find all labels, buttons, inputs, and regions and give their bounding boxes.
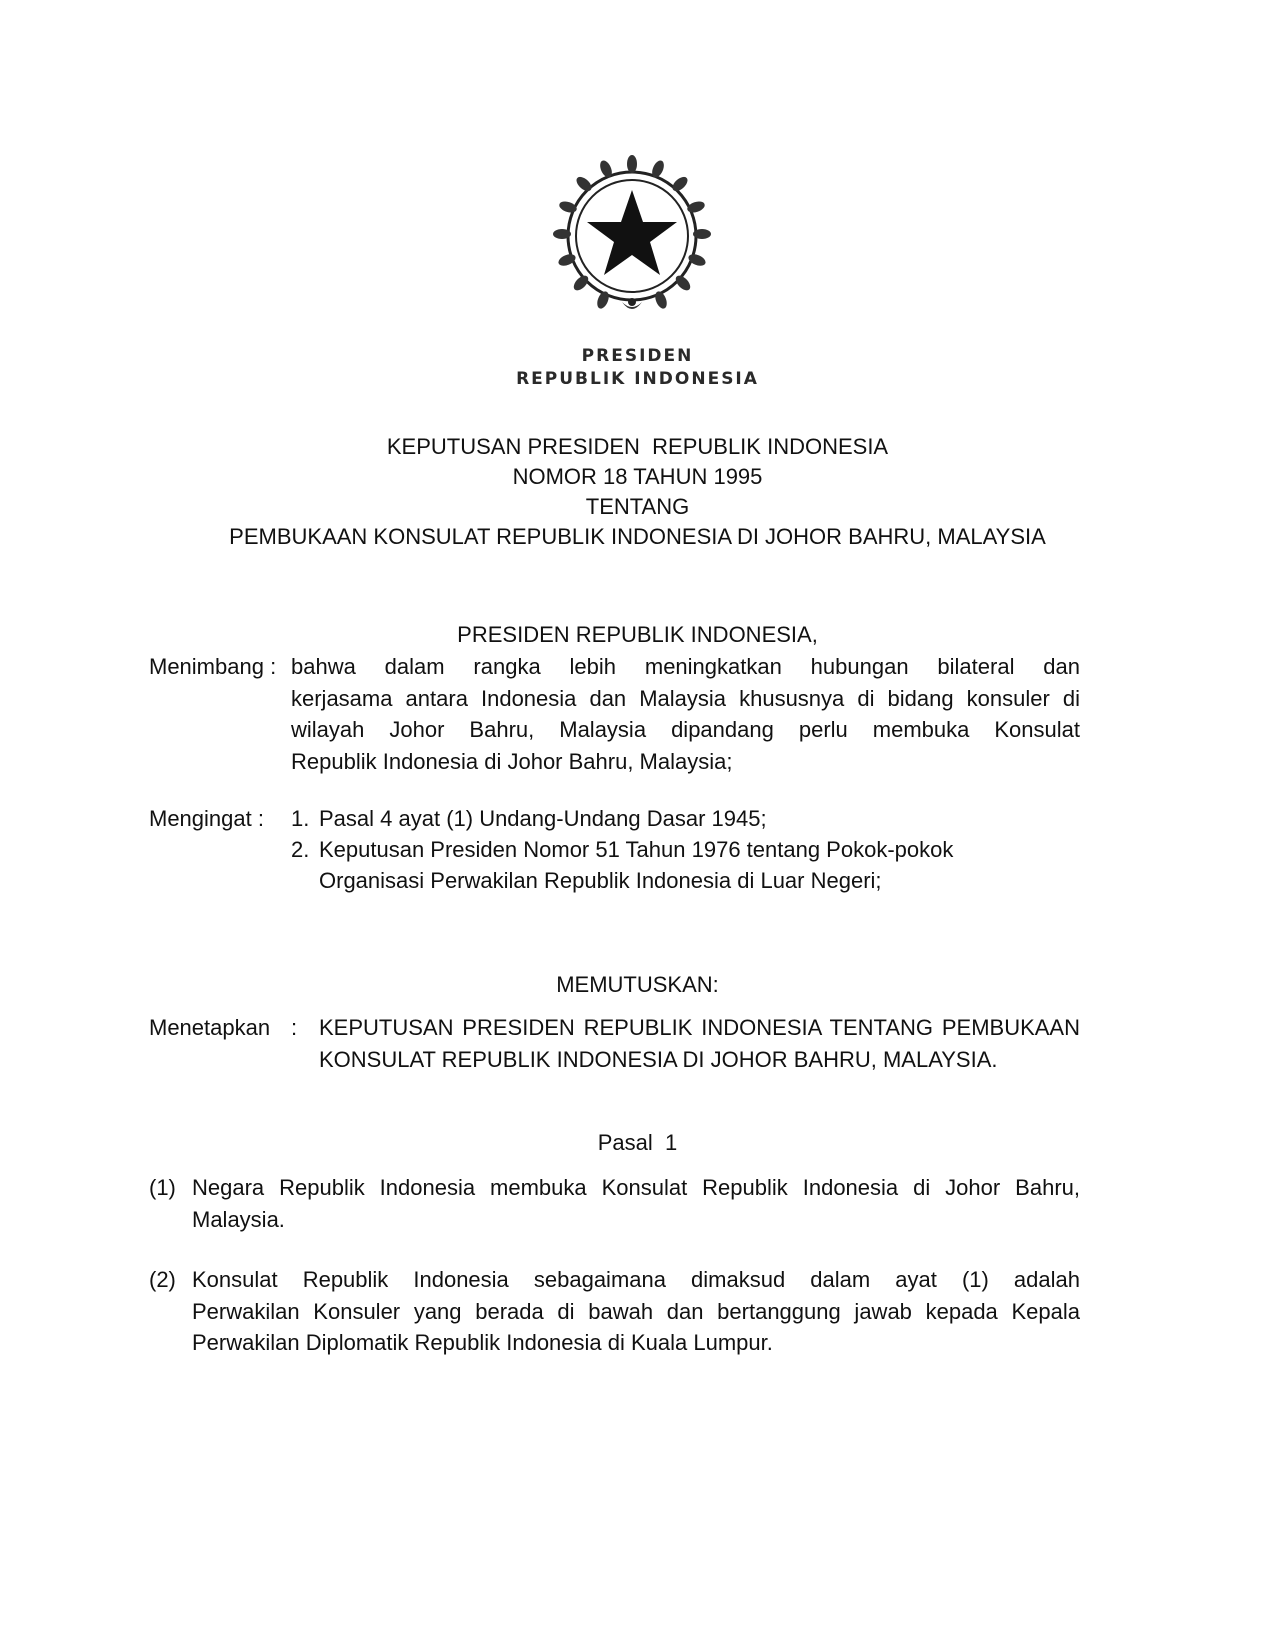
institution-name-line2: REPUBLIK INDONESIA [516, 369, 759, 389]
document-title-line1: KEPUTUSAN PRESIDEN REPUBLIK INDONESIA [386, 434, 889, 459]
preamble-heading: PRESIDEN REPUBLIK INDONESIA, [457, 622, 818, 647]
mengingat-item-text: Organisasi Perwakilan Republik Indonesia di Luar Negeri; [319, 868, 882, 893]
memutuskan-heading: MEMUTUSKAN: [556, 972, 719, 997]
paragraph-text [192, 1264, 1080, 1359]
paragraph-line: Konsulat Republik Indonesia sebagaimana dimaksud dalam ayat (1) adalah [192, 1267, 1080, 1292]
menimbang-line: bahwa dalam rangka lebih meningkatkan hubungan bilateral dan [291, 654, 1080, 679]
document-title-line3: TENTANG [585, 494, 690, 519]
paragraph-line: Perwakilan Diplomatik Republik Indonesia di Kuala Lumpur. [192, 1330, 773, 1355]
menetapkan-label: Menetapkan [149, 1015, 271, 1040]
institution-name-line1: PRESIDEN [581, 346, 694, 366]
menetapkan-colon: : [291, 1015, 298, 1040]
menimbang-line: wilayah Johor Bahru, Malaysia dipandang perlu membuka Konsulat [291, 717, 1080, 742]
mengingat-item-number: 1. [291, 806, 310, 831]
garuda-star-wreath-emblem-icon [548, 152, 716, 320]
pasal-heading: Pasal 1 [597, 1130, 678, 1155]
paragraph-line: Perwakilan Konsuler yang berada di bawah dan bertanggung jawab kepada Kepala [192, 1298, 1080, 1324]
paragraph-text [192, 1172, 1080, 1235]
mengingat-item-number: 2. [291, 837, 310, 862]
menimbang-text [291, 651, 1080, 777]
mengingat-label: Mengingat : [149, 806, 264, 831]
menimbang-line: kerjasama antara Indonesia dan Malaysia khususnya di bidang konsuler di [291, 685, 1080, 711]
paragraph-line: Negara Republik Indonesia membuka Konsulat Republik Indonesia di Johor Bahru, [192, 1175, 1080, 1200]
mengingat-item-text: Pasal 4 ayat (1) Undang-Undang Dasar 1945; [319, 806, 767, 831]
menimbang-line: Republik Indonesia di Johor Bahru, Malaysia; [291, 748, 733, 774]
document-title-line2: NOMOR 18 TAHUN 1995 [512, 464, 763, 489]
paragraph-number: (1) [149, 1175, 176, 1200]
menetapkan-line: KONSULAT REPUBLIK INDONESIA DI JOHOR BAHRU, MALAYSIA. [319, 1046, 998, 1072]
paragraph-line: Malaysia. [192, 1206, 285, 1232]
menetapkan-text [319, 1012, 1080, 1075]
mengingat-item-text: Keputusan Presiden Nomor 51 Tahun 1976 tentang Pokok-pokok [319, 837, 954, 862]
menetapkan-line: KEPUTUSAN PRESIDEN REPUBLIK INDONESIA TENTANG PEMBUKAAN [319, 1015, 1080, 1040]
menimbang-label: Menimbang : [149, 654, 277, 679]
paragraph-number: (2) [149, 1267, 176, 1292]
document-title-line4: PEMBUKAAN KONSULAT REPUBLIK INDONESIA DI JOHOR BAHRU, MALAYSIA [229, 524, 1046, 549]
